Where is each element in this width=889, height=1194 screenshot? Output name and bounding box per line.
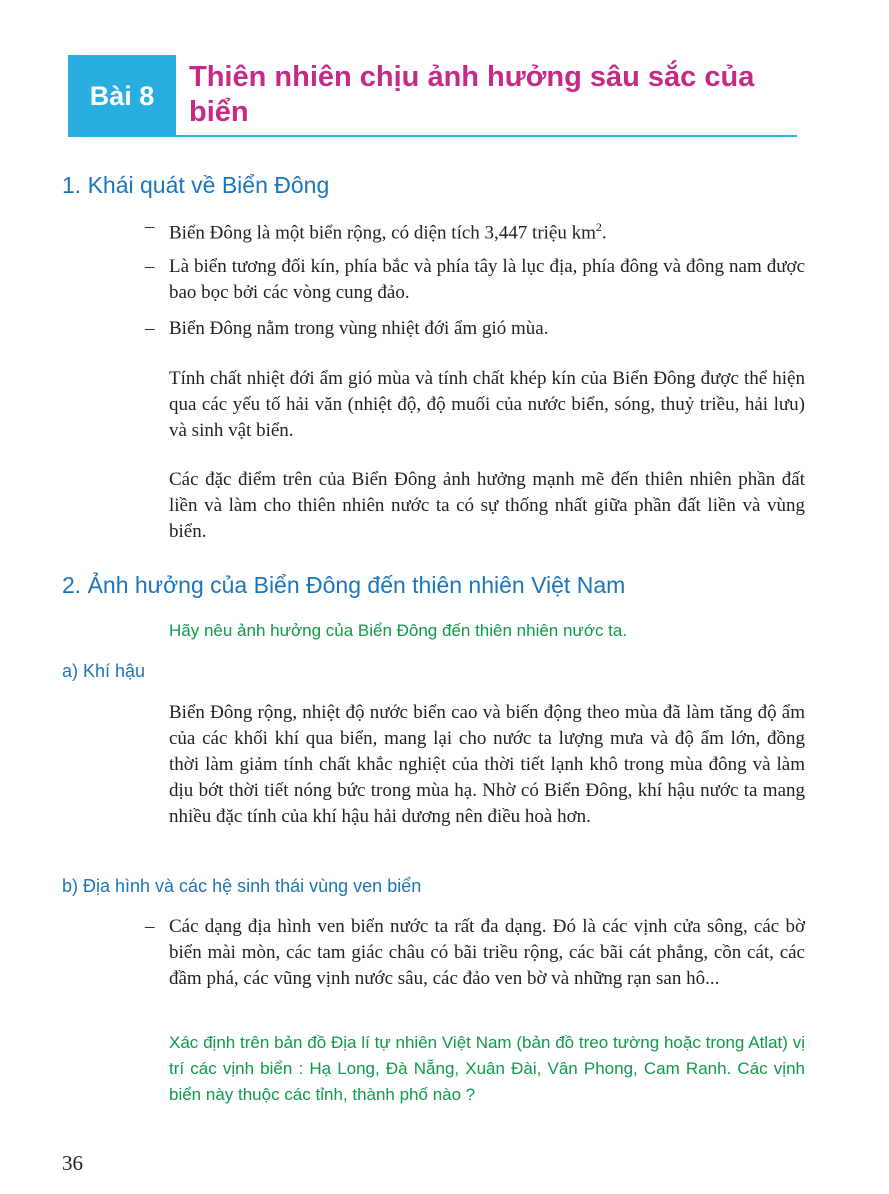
section-2-heading: 2. Ảnh hưởng của Biển Đông đến thiên nhiên Việt Nam — [62, 572, 626, 598]
superscript: 2 — [595, 220, 602, 234]
bullet-item — [145, 914, 805, 992]
title-divider — [176, 135, 797, 137]
bullet-text: Là biển tương đối kín, phía bắc và phía tây là lục địa, phía đông và đông nam được bao bọc bởi các vòng cung đảo. — [169, 256, 805, 303]
bullet-text: Biển Đông nằm trong vùng nhiệt đới ẩm gió mùa. — [169, 318, 549, 339]
bullet-dash: – — [145, 256, 155, 277]
bullet-item — [145, 316, 805, 342]
bullet-item — [145, 254, 805, 306]
bullet-dash: – — [145, 916, 155, 937]
subsection-b-heading: b) Địa hình và các hệ sinh thái vùng ven biển — [62, 876, 422, 896]
paragraph: Biển Đông rộng, nhiệt độ nước biển cao và biến động theo mùa đã làm tăng độ ẩm của các khối khí qua biển, mang lại cho nước ta lượng mưa và độ ẩm lớn, đồng thời làm giảm tính chất khắc nghiệt của thời tiết lạnh khô trong mùa đông và làm dịu bớt thời tiết nóng bức trong mùa hạ. Nhờ có Biển Đông, khí hậu nước ta mang nhiều đặc tính của khí hậu hải dương nên điều hoà hơn. — [169, 702, 805, 827]
paragraph: Các đặc điểm trên của Biển Đông ảnh hưởng mạnh mẽ đến thiên nhiên phần đất liền và làm cho thiên nhiên nước ta có sự thống nhất giữa phần đất liền và vùng biển. — [169, 469, 805, 542]
bullet-text: Các dạng địa hình ven biển nước ta rất đa dạng. Đó là các vịnh cửa sông, các bờ biển mài mòn, các tam giác châu có bãi triều rộng, các bãi cát phẳng, cồn cát, các đầm phá, các vũng vịnh nước sâu, các đảo ven bờ và những rạn san hô... — [169, 916, 805, 989]
bullet-dash: – — [145, 318, 155, 339]
bullet-text — [169, 214, 805, 246]
bullet-dash: – — [145, 216, 155, 237]
lesson-badge: Bài 8 — [68, 55, 176, 137]
page-number: 36 — [62, 1151, 83, 1175]
question-prompt: Xác định trên bản đồ Địa lí tự nhiên Việt Nam (bản đồ treo tường hoặc trong Atlat) vị trí các vịnh biển : Hạ Long, Đà Nẵng, Xuân Đài, Vân Phong, Cam Ranh. Các vịnh biển này thuộc các tỉnh, thành phố nào ? — [169, 1033, 805, 1104]
paragraph: Tính chất nhiệt đới ẩm gió mùa và tính chất khép kín của Biển Đông được thể hiện qua các yếu tố hải văn (nhiệt độ, độ muối của nước biển, sóng, thuỷ triều, hải lưu) và sinh vật biển. — [169, 368, 805, 441]
bullet-item — [145, 214, 805, 246]
section-1-heading: 1. Khái quát về Biển Đông — [62, 172, 330, 198]
lesson-title: Thiên nhiên chịu ảnh hưởng sâu sắc của biển — [189, 61, 755, 128]
subsection-a-heading: a) Khí hậu — [62, 661, 146, 681]
question-prompt: Hãy nêu ảnh hưởng của Biển Đông đến thiên nhiên nước ta. — [169, 621, 628, 640]
bullet-text-end: . — [601, 222, 607, 244]
bullet-text-main: Biển Đông là một biển rộng, có diện tích 3,447 triệu km — [169, 222, 596, 244]
